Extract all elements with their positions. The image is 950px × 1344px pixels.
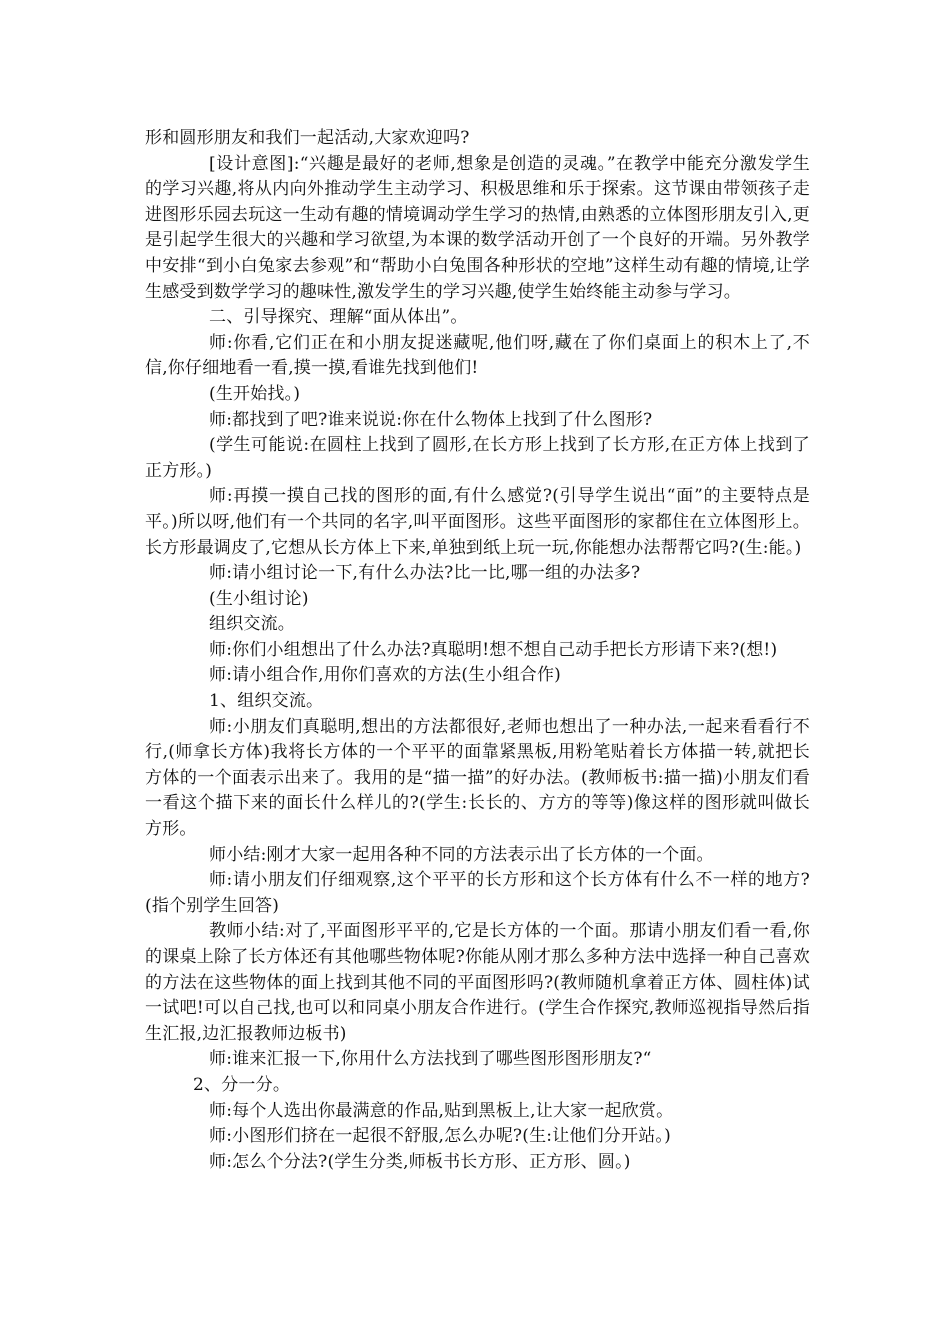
paragraph-5: 师:都找到了吧?谁来说说:你在什么物体上找到了什么图形? — [209, 409, 653, 430]
paragraph-20: 师:每个人选出你最满意的作品,贴到黑板上,让大家一起欣赏。 — [209, 1100, 674, 1121]
paragraph-7: 师:再摸一摸自己找的图形的面,有什么感觉?(引导学生说出“面”的主要特点是平。)所以呀,他们有一个共同的名字,叫平面图形。这些平面图形的家都住在立体图形上。长方形最调皮了,它想从长方体上下来,单独到纸上玩一玩,你能想办法帮帮它吗?(生:能。) — [145, 486, 810, 558]
section-heading: 二、引导探究、理解“面从体出”。 — [209, 307, 468, 328]
paragraph-design-intent: [设计意图]:“兴趣是最好的老师,想象是创造的灵魂。”在教学中能充分激发学生的学习兴趣,将从内向外推动学生主动学习、积极思维和乐于探索。这节课由带领孩子走进图形乐园去玩这一生动有趣的情境调动学生学习的热情,由熟悉的立体图形朋友引入,更是引起学生很大的兴趣和学习欲望,为本课的数学活动开创了一个良好的开端。另外教学中安排“到小白兔家去参观”和“帮助小白兔围各种形状的空地”这样生动有趣的情境,让学生感受到数学学习的趣味性,激发学生的学习兴趣,使学生始终能主动参与学习。 — [145, 153, 810, 302]
paragraph-8: 师:请小组讨论一下,有什么办法?比一比,哪一组的办法多? — [209, 563, 641, 584]
paragraph-12: 师:请小组合作,用你们喜欢的方法(生小组合作) — [209, 665, 561, 686]
subsection-2-heading: 2、分一分。 — [193, 1074, 291, 1095]
paragraph-9: (生小组讨论) — [209, 588, 309, 609]
paragraph-14: 师:小朋友们真聪明,想出的方法都很好,老师也想出了一种办法,一起来看看行不行,(师拿长方体)我将长方体的一个平平的面靠紧黑板,用粉笔贴着长方体描一转,就把长方体的一个面表示出来了。我用的是“描一描”的好办法。(教师板书:描一描)小朋友们看一看这个描下来的面长什么样儿的?(学生:长长的、方方的等等)像这样的图形就叫做长方形。 — [145, 716, 810, 840]
subsection-1-heading: 1、组织交流。 — [209, 691, 324, 712]
paragraph-22: 师:怎么个分法?(学生分类,师板书长方形、正方形、圆。) — [209, 1151, 631, 1172]
paragraph-16: 师:请小朋友们仔细观察,这个平平的长方形和这个长方体有什么不一样的地方?(指个别学生回答) — [145, 870, 810, 916]
paragraph-17: 教师小结:对了,平面图形平平的,它是长方体的一个面。那请小朋友们看一看,你的课桌上除了长方体还有其他哪些物体呢?你能从刚才那么多种方法中选择一种自己喜欢的方法在这些物体的面上找到其他不同的平面图形吗?(教师随机拿着正方体、圆柱体)试一试吧!可以自己找,也可以和同桌小朋友合作进行。(学生合作探究,教师巡视指导然后指生汇报,边汇报教师边板书) — [145, 921, 810, 1044]
paragraph-0: 形和圆形朋友和我们一起活动,大家欢迎吗? — [145, 128, 470, 148]
paragraph-18: 师:谁来汇报一下,你用什么方法找到了哪些图形图形朋友?“ — [209, 1049, 652, 1070]
paragraph-3: 师:你看,它们正在和小朋友捉迷藏呢,他们呀,藏在了你们桌面上的积木上了,不信,你仔细地看一看,摸一摸,看谁先找到他们! — [145, 332, 810, 379]
paragraph-21: 师:小图形们挤在一起很不舒服,怎么办呢?(生:让他们分开站。) — [209, 1126, 671, 1147]
body-text — [145, 126, 810, 1175]
paragraph-11: 师:你们小组想出了什么办法?真聪明!想不想自己动手把长方形请下来?(想!) — [209, 639, 778, 660]
paragraph-6: (学生可能说:在圆柱上找到了圆形,在长方形上找到了长方形,在正方体上找到了正方形。) — [145, 435, 810, 481]
paragraph-15: 师小结:刚才大家一起用各种不同的方法表示出了长方体的一个面。 — [209, 844, 714, 865]
paragraph-4: (生开始找。) — [209, 383, 301, 404]
paragraph-10: 组织交流。 — [209, 614, 295, 635]
